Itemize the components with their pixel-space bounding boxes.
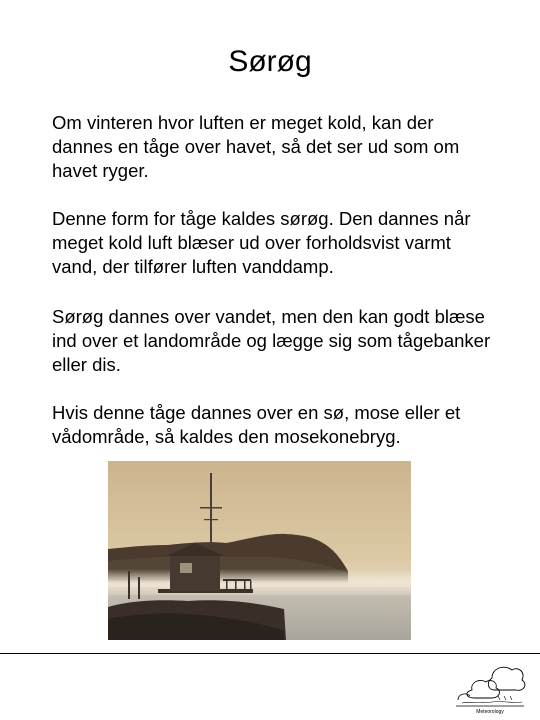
paragraph-2: Denne form for tåge kaldes sørøg. Den dannes når meget kold luft blæser ud over forholdsvist varmt vand, der tilfører luften vanddamp. <box>52 208 471 277</box>
paragraph-3: Sørøg dannes over vandet, men den kan godt blæse ind over et landområde og lægge sig som tågebanker eller dis. <box>52 306 491 375</box>
slide-title: Sørøg <box>228 45 312 78</box>
paragraph-4: Hvis denne tåge dannes over en sø, mose eller et vådområde, så kaldes den mosekonebryg. <box>52 402 461 447</box>
logo-text: Meteorology <box>476 709 504 715</box>
paragraph-1: Om vinteren hvor luften er meget kold, kan der dannes en tåge over havet, så det ser ud som om havet ryger. <box>52 112 460 181</box>
meteorology-logo <box>452 660 528 718</box>
footer-divider <box>0 653 540 654</box>
sea-smoke-photo <box>108 461 411 640</box>
cloud-logo-icon <box>452 660 528 710</box>
